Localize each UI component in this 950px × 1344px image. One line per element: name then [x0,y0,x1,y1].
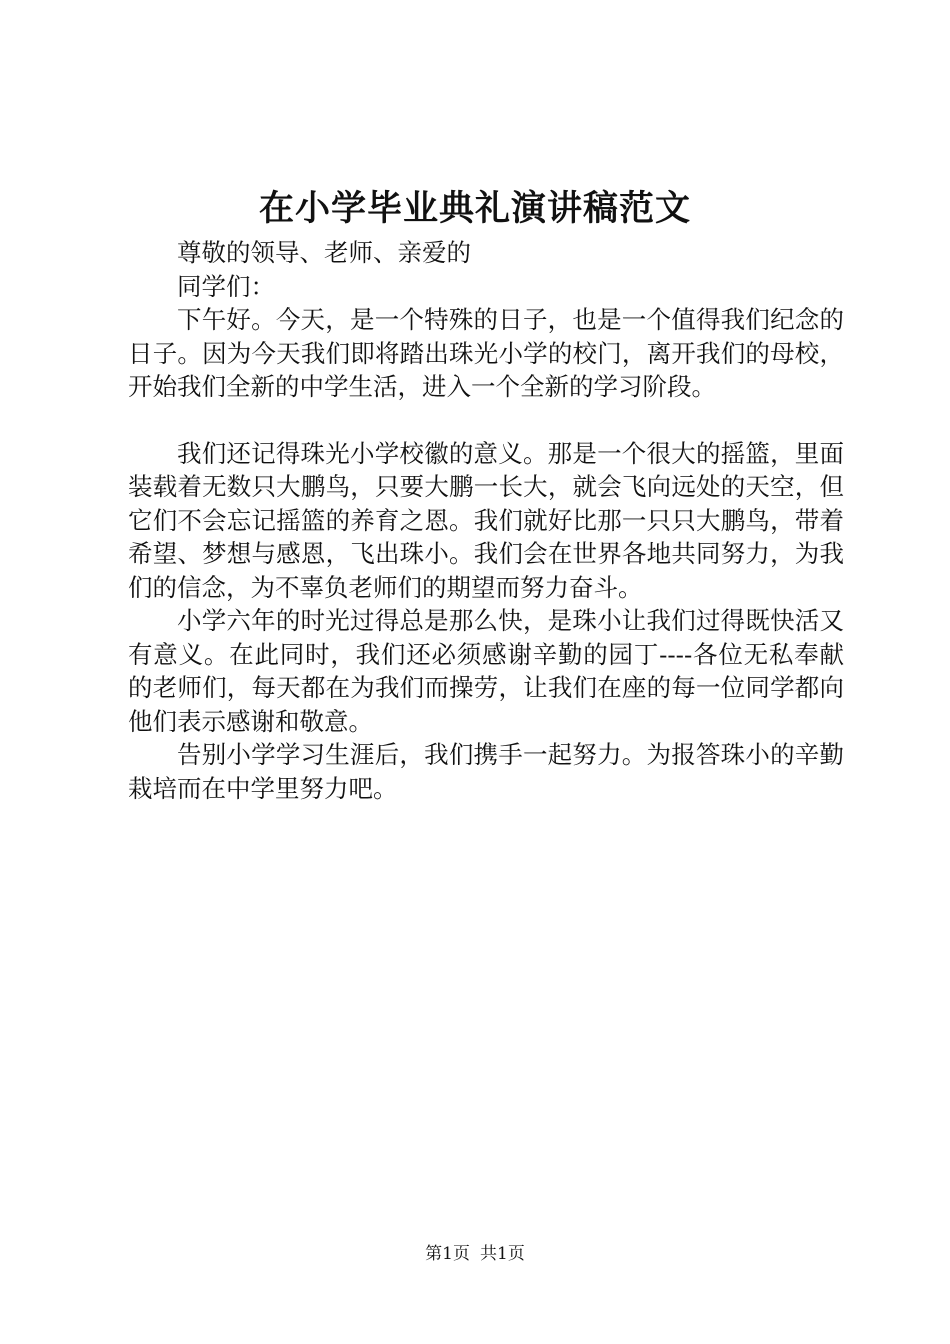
document-body [128,236,844,805]
document-title: 在小学毕业典礼演讲稿范文 [258,188,691,229]
greeting-line: 同学们： [177,271,275,301]
body-paragraph: 告别小学学习生涯后，我们携手一起努力。为报答珠小的辛勤栽培而在中学里努力吧。 [128,740,844,803]
body-paragraph: 小学六年的时光过得总是那么快，是珠小让我们过得既快活又有意义。在此同时，我们还必须感谢辛勤的园丁----各位无私奉献的老师们，每天都在为我们而操劳，让我们在座的每一位同学都向他们表示感谢和敬意。 [128,606,844,736]
page-footer [0,1242,950,1266]
body-paragraph: 我们还记得珠光小学校徽的意义。那是一个很大的摇篮，里面装载着无数只大鹏鸟，只要大鹏一长大，就会飞向远处的天空，但它们不会忘记摇篮的养育之恩。我们就好比那一只只大鹏鸟，带着希望、梦想与感恩，飞出珠小。我们会在世界各地共同努力，为我们的信念，为不辜负老师们的期望而努力奋斗。 [128,438,844,602]
page-total: 共1页 [480,1244,525,1264]
body-paragraph: 下午好。今天，是一个特殊的日子，也是一个值得我们纪念的日子。因为今天我们即将踏出珠光小学的校门，离开我们的母校，开始我们全新的中学生活，进入一个全新的学习阶段。 [128,305,844,401]
page-number: 第1页 [425,1244,470,1264]
greeting-line: 尊敬的领导、老师、亲爱的 [177,238,471,267]
